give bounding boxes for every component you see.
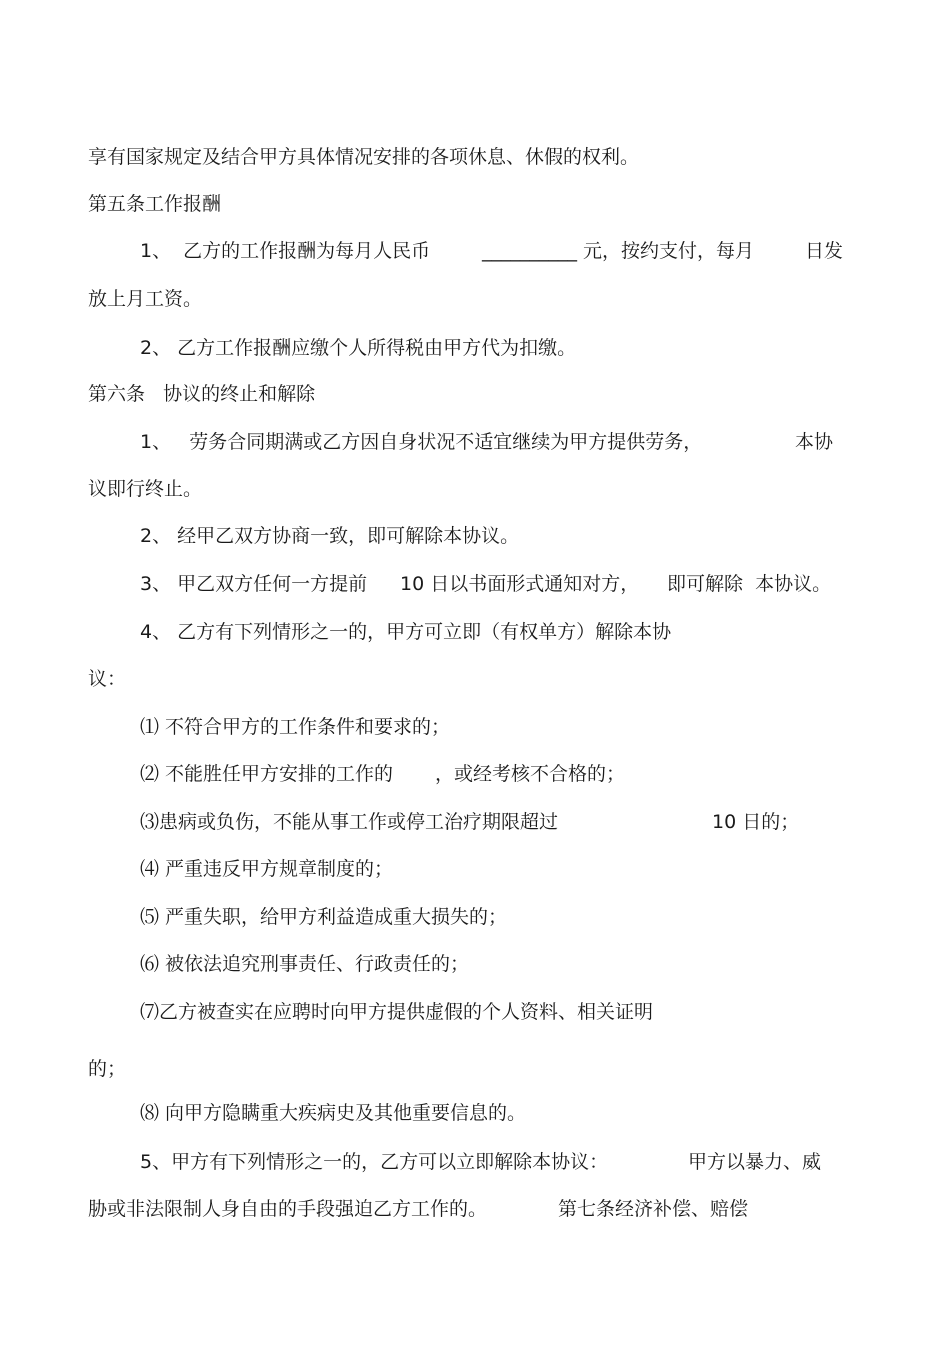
text-line-rest-rights: 享有国家规定及结合甲方具体情况安排的各项休息、休假的权利。 [88, 146, 640, 168]
item-6-5-continued: 胁或非法限制人身自由的手段强迫乙方工作的。 [88, 1198, 488, 1220]
sub-item-2-text: ⑵ 不能胜任甲方安排的工作的 [140, 763, 394, 785]
sub-item-7-continued: 的； [88, 1058, 127, 1080]
item-5-1-amount: __________ 元，按约支付，每月 [482, 240, 755, 262]
item-6-3-text: 3、 甲乙双方任何一方提前 [140, 573, 368, 595]
item-6-1-continued: 议即行终止。 [88, 478, 203, 500]
sub-item-5: ⑸ 严重失职，给甲方利益造成重大损失的； [140, 906, 508, 928]
item-6-1-text: 1、 劳务合同期满或乙方因自身状况不适宜继续为甲方提供劳务， [140, 431, 703, 453]
article-5-heading: 第五条工作报酬 [88, 193, 222, 215]
sub-item-2-tail: ，或经考核不合格的； [435, 763, 626, 785]
item-6-1-tail: 本协 [795, 431, 834, 453]
item-6-2-text: 2、 经甲乙双方协商一致，即可解除本协议。 [140, 525, 520, 547]
sub-item-8: ⑻ 向甲方隐瞒重大疾病史及其他重要信息的。 [140, 1102, 527, 1124]
item-6-3-tail: 即可解除 本协议。 [667, 573, 832, 595]
sub-item-7-text: ⑺乙方被查实在应聘时向甲方提供虚假的个人资料、相关证明 [140, 1001, 654, 1023]
item-6-3-notice: 10 日以书面形式通知对方， [400, 573, 640, 595]
item-6-4-continued: 议： [88, 668, 127, 690]
item-5-1-day: 日发 [805, 240, 844, 262]
item-6-5-tail: 甲方以暴力、威 [688, 1151, 822, 1173]
article-6-heading: 第六条 协议的终止和解除 [88, 383, 316, 405]
sub-item-6: ⑹ 被依法追究刑事责任、行政责任的； [140, 953, 470, 975]
sub-item-3-text: ⑶患病或负伤，不能从事工作或停工治疗期限超过 [140, 811, 559, 833]
item-5-1-text: 1、 乙方的工作报酬为每月人民币 [140, 240, 431, 262]
article-7-heading: 第七条经济补偿、赔偿 [558, 1198, 749, 1220]
item-6-4-text: 4、 乙方有下列情形之一的，甲方可立即（有权单方）解除本协 [140, 621, 672, 643]
item-6-5-text: 5、甲方有下列情形之一的，乙方可以立即解除本协议： [140, 1151, 609, 1173]
item-5-1-continued: 放上月工资。 [88, 288, 203, 310]
sub-item-4: ⑷ 严重违反甲方规章制度的； [140, 858, 394, 880]
sub-item-1: ⑴ 不符合甲方的工作条件和要求的； [140, 716, 451, 738]
sub-item-3-tail: 10 日的； [712, 811, 800, 833]
item-5-2-text: 2、 乙方工作报酬应缴个人所得税由甲方代为扣缴。 [140, 337, 577, 359]
